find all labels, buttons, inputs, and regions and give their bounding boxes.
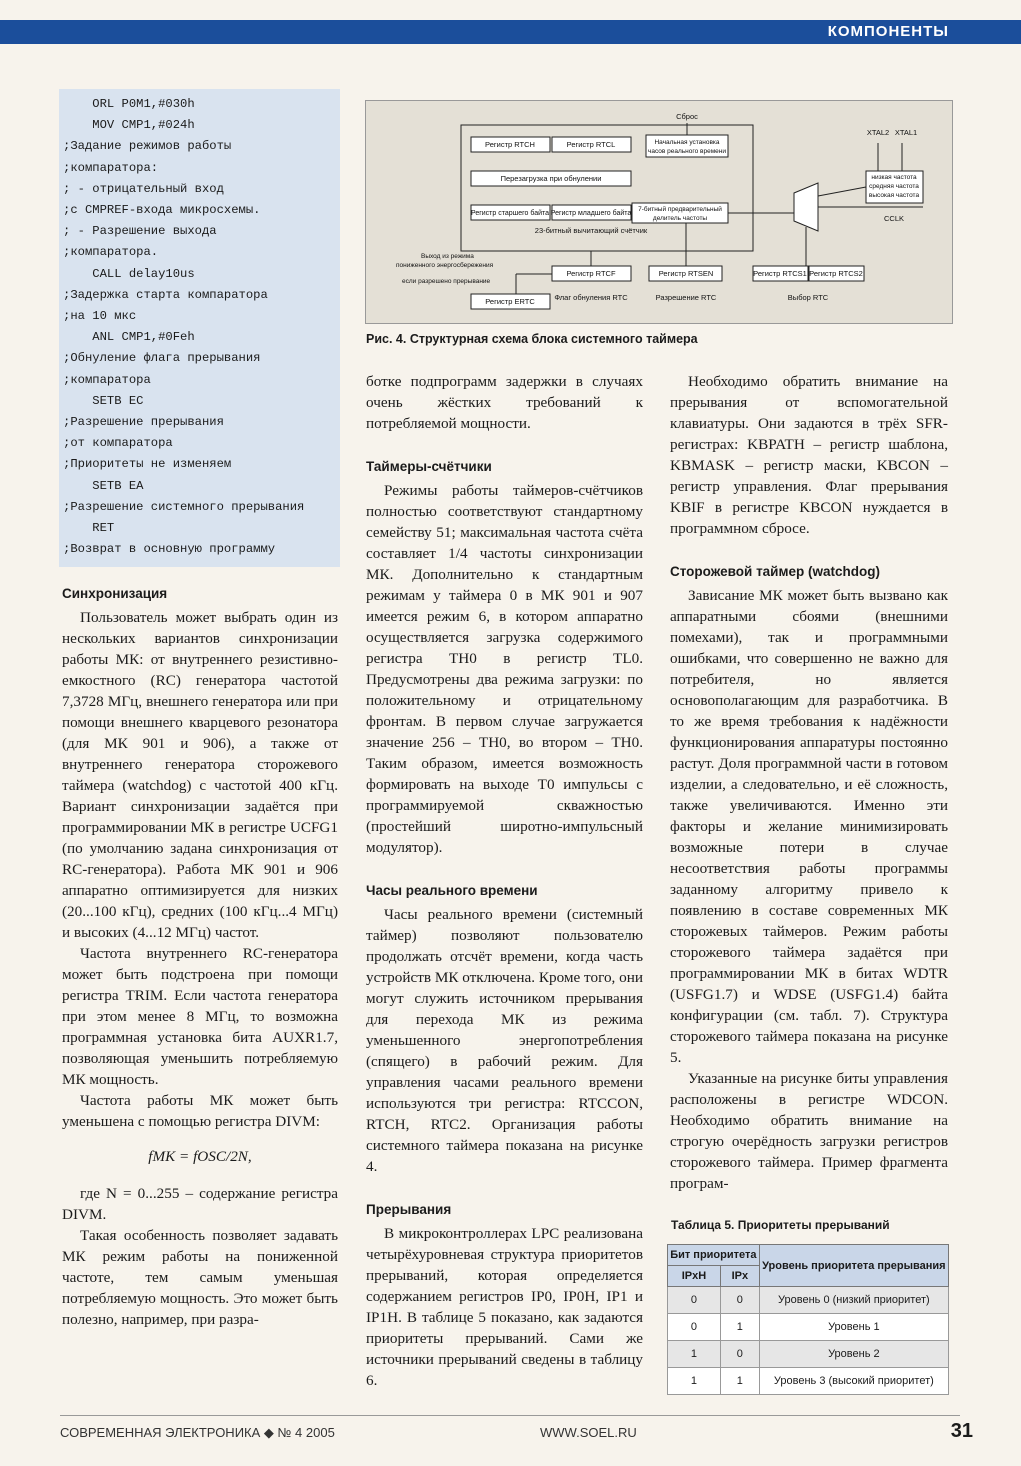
paragraph: Часы реального времени (системный таймер) позволяют пользователю продолжать отсчёт времени, когда часть устройств МК отключена. Кроме того, они могут служить источником прерывания для перехода МК из режима уменьшенного энергопотребления (спящего) в рабочий режим. Для управления часами реального времени используются три регистра: RTCCON, RTCH, RTC2. Организация работы системного таймера показана на рисунке 4. (366, 906, 643, 1175)
label-hibyte: Регистр старшего байта (470, 210, 550, 217)
figure-4-diagram (365, 100, 953, 324)
table-row (668, 1368, 949, 1395)
paragraph: Режимы работы таймеров-счётчиков полностью соответствуют стандартному семейству 51; максимальная частота счёта составляет 1/4 частоты синхронизации МК. Дополнительно к стандартным режимам у таймера 0 в МК 901 и 907 имеется режим 6, в котором аппаратно осуществляется загрузка содержимого регистра TH0 в регистр TL0. Предусмотрены два режима загрузки: по положительному и отрицательному фронтам. В первом случае загружается значение 256 – TH0, во втором – TH0. Таким образом, имеется возможность формировать на выходе T0 импульсы с программируемой скважностью (простейший широтно-импульсный модулятор). (366, 482, 643, 856)
code-line: ;Возврат в основную программу (63, 542, 276, 557)
table-cell: Уровень 0 (низкий приоритет) (759, 1287, 948, 1314)
figure-caption: Рис. 4. Структурная схема блока системного таймера (366, 332, 698, 346)
code-line: SETB EC (63, 393, 144, 408)
table-header-level: Уровень приоритета прерывания (759, 1245, 948, 1287)
label-cclk: CCLK (883, 214, 905, 223)
paragraph: Частота работы МК может быть уменьшена с помощью регистра DIVM: (62, 1092, 338, 1130)
footer-site: WWW.SOEL.RU (540, 1425, 637, 1440)
column-3 (670, 371, 948, 1194)
label-low: низкая частота (871, 174, 917, 181)
table-header-group: Бит приоритета (668, 1245, 760, 1266)
code-line: SETB EA (63, 478, 144, 493)
code-line: ;компаратора. (63, 245, 159, 260)
label-init2: часов реального времени (647, 148, 727, 155)
label-select: Выбор RTC (787, 293, 829, 302)
priority-table (667, 1244, 949, 1395)
code-line: ; - Разрешение выхода (63, 224, 217, 239)
table-cell: 1 (668, 1368, 721, 1395)
label-pre2: делитель частоты (652, 215, 708, 222)
code-line: ;Обнуление флага прерывания (63, 351, 261, 366)
label-ifen: если разрешено прерывание (402, 278, 491, 285)
table-header-ipx: IPx (720, 1266, 759, 1287)
code-line: ;Приоритеты не изменяем (63, 457, 232, 472)
code-line: ;Разрешение прерывания (63, 415, 224, 430)
table-cell: 1 (668, 1341, 721, 1368)
table-cell: 1 (720, 1314, 759, 1341)
label-reset: Сброс (676, 112, 698, 121)
heading-interrupts: Прерывания (366, 1202, 452, 1217)
code-line: RET (63, 521, 115, 536)
table-cell: Уровень 1 (759, 1314, 948, 1341)
label-init1: Начальная установка (654, 139, 720, 146)
label-flag: Флаг обнуления RTC (554, 293, 628, 302)
label-pre1: 7-битный предварительный (638, 206, 722, 213)
table-cell: Уровень 2 (759, 1341, 948, 1368)
table-cell: 0 (668, 1314, 721, 1341)
code-line: ;Задание режимов работы (63, 139, 232, 154)
label-counter: 23-битный вычитающий счётчик (534, 226, 648, 235)
table-row (668, 1341, 949, 1368)
label-rtch: Регистр RTCH (485, 140, 535, 149)
label-rtcs2: Регистр RTCS2 (809, 269, 863, 278)
mux-symbol (794, 183, 818, 231)
table-cell: 0 (720, 1287, 759, 1314)
code-line: ;с CMPREF-входа микросхемы. (63, 203, 261, 218)
code-line: MOV CMP1,#024h (63, 118, 195, 133)
formula: fМК = fOSC/2N, (148, 1148, 252, 1165)
page-number: 31 (950, 1420, 973, 1442)
table-cell: 0 (668, 1287, 721, 1314)
code-line: CALL delay10us (63, 266, 195, 281)
label-rtsen: Регистр RTSEN (658, 269, 714, 278)
paragraph: Зависание МК может быть вызвано как аппаратными сбоями (внешними помехами), так и программными ошибками, что совершенно не важно для потребителя, но является основополагающим для разработчика. В то же время требования к надёжности функционирования аппаратуры постоянно растут. Доля программной части в готовом изделии, а следовательно, и её сложность, также увеличиваются. Именно эти факторы и желание минимизировать возможные потери в случае несоответствия работы программы заданному алгоритму привело к появлению в составе современных МК сторожевых таймеров. Режим работы сторожевого таймера задаётся при программировании МК в битах WDTR (USFG1.7) и WDSE (USFG1.4) байта конфигурации (см. табл. 7). Структура сторожевого таймера показана на рисунке 5. (670, 587, 948, 1066)
section-bar (0, 20, 1021, 44)
column-1 (62, 583, 338, 1330)
paragraph: Такая особенность позволяет задавать МК режим работы на пониженной частоте, тем самым уменьшая потребляемую мощность. Это может быть полезно, например, при разра- (62, 1227, 338, 1328)
label-rtcs1: Регистр RTCS1 (753, 269, 807, 278)
label-exit2: пониженного энергосбережения (396, 262, 494, 269)
code-line: ;на 10 мкс (63, 309, 137, 324)
paragraph: где N = 0...255 – содержание регистра DIVM. (62, 1185, 338, 1223)
footer-journal: СОВРЕМЕННАЯ ЭЛЕКТРОНИКА ◆ № 4 2005 (60, 1425, 335, 1440)
code-line: ;компаратора: (63, 160, 159, 175)
label-ertc: Регистр ERTC (485, 297, 535, 306)
table-row (668, 1287, 949, 1314)
code-line: ;компаратора (63, 372, 151, 387)
label-mid: средняя частота (869, 183, 919, 190)
label-lobyte: Регистр младшего байта (550, 210, 632, 217)
code-line: ;Разрешение системного прерывания (63, 499, 305, 514)
table-cell: 1 (720, 1368, 759, 1395)
code-line: ;от компаратора (63, 436, 173, 451)
section-title: КОМПОНЕНТЫ (827, 23, 949, 40)
table-cell: Уровень 3 (высокий приоритет) (759, 1368, 948, 1395)
table-title: Таблица 5. Приоритеты прерываний (671, 1218, 890, 1232)
label-exit1: Выход из режима (421, 253, 474, 260)
heading-watchdog: Сторожевой таймер (watchdog) (670, 564, 880, 579)
label-xtal1: XTAL1 (894, 128, 918, 137)
table-cell: 0 (720, 1341, 759, 1368)
code-line: ; - отрицательный вход (63, 181, 224, 196)
code-line: ANL CMP1,#0Feh (63, 330, 195, 345)
code-listing (59, 89, 340, 567)
heading-timers: Таймеры-счётчики (366, 459, 492, 474)
column-2 (366, 371, 643, 1391)
paragraph: В микроконтроллерах LPC реализована четырёхуровневая структура приоритетов прерываний, которая определяется содержанием регистров IP0, IP0H, IP1 и IP1H. В таблице 5 показано, как задаются приоритеты прерываний. Сами же источники прерываний сведены в таблицу 6. (366, 1225, 643, 1389)
label-rtcf: Регистр RTCF (566, 269, 616, 278)
label-high: высокая частота (868, 192, 920, 199)
table-row (668, 1314, 949, 1341)
heading-sync: Синхронизация (62, 586, 168, 601)
label-enable: Разрешение RTC (655, 293, 717, 302)
code-line: ;Задержка старта компаратора (63, 287, 268, 302)
heading-rtc: Часы реального времени (366, 883, 538, 898)
paragraph: Частота внутреннего RC-генератора может быть подстроена при помощи регистра TRIM. Если частота генератора при этом менее 8 МГц, то возможна программная установка бита AUXR1.7, позволяющая уменьшить потребляемую МК мощность. (62, 945, 338, 1088)
paragraph: Пользователь может выбрать один из нескольких вариантов синхронизации работы МК: от внутреннего резистивно-емкостного (RC) генератора частотой 7,3728 МГц, внешнего генератора или при помощи внешнего кварцевого резонатора (для МК 901 и 906), а также от внутреннего генератора сторожевого таймера (watchdog) с частотой 400 кГц. Вариант синхронизации задаётся при программировании МК в регистре UCFG1 (по умолчанию задана синхронизация от RC-генератора). Работа МК 901 и 906 аппаратно оптимизируется для низких (20...100 кГц), средних (100 кГц...4 МГц) и высоких (4...12 МГц) частот. (62, 609, 338, 941)
table-header-ipxh: IPxH (668, 1266, 721, 1287)
label-reload: Перезагрузка при обнулении (500, 174, 602, 183)
paragraph: Необходимо обратить внимание на прерывания от вспомогательной клавиатуры. Они задаются в трёх SFR-регистрах: KBPATH – регистр шаблона, KBMASK – регистр маски, KBCON – регистр управления. Флаг прерывания KBIF в регистре KBCON нуждается в программном сбросе. (670, 373, 948, 537)
label-xtal2: XTAL2 (866, 128, 890, 137)
paragraph: Указанные на рисунке биты управления расположены в регистре WDCON. Необходимо обратить внимание на строгую очерёдность загрузки регистров сторожевого таймера. Пример фрагмента програм- (670, 1070, 948, 1192)
paragraph: ботке подпрограмм задержки в случаях очень жёстких требований к потребляемой мощности. (366, 373, 643, 432)
footer-divider (60, 1415, 960, 1416)
code-line: ORL P0M1,#030h (63, 97, 195, 111)
label-rtcl: Регистр RTCL (566, 140, 616, 149)
